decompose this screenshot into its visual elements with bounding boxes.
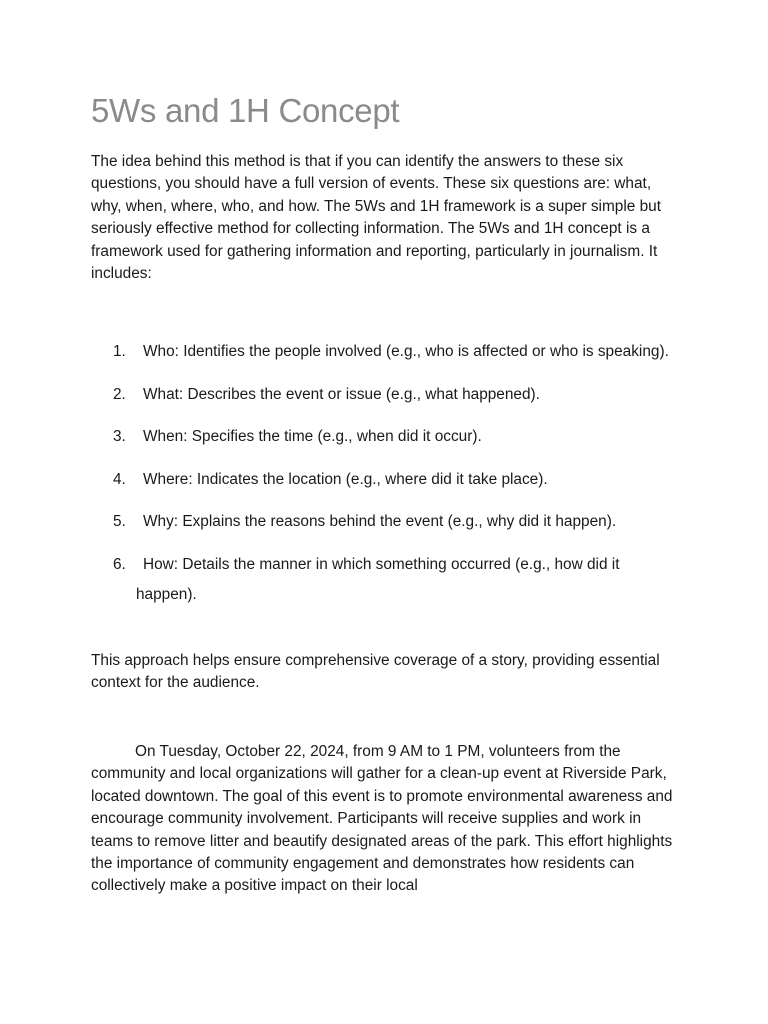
list-item bbox=[91, 380, 681, 410]
list-item-text: When: Specifies the time (e.g., when did it occur). bbox=[143, 428, 482, 445]
page-title: 5Ws and 1H Concept bbox=[91, 92, 400, 129]
approach-paragraph: This approach helps ensure comprehensive coverage of a story, providing essential context for the audience. bbox=[91, 652, 660, 692]
list-item-number: 4. bbox=[113, 470, 126, 488]
list-item-number: 2. bbox=[113, 385, 126, 403]
list-item-number: 5. bbox=[113, 513, 126, 530]
list-item bbox=[91, 507, 681, 537]
list-item bbox=[91, 465, 681, 495]
list-item bbox=[91, 337, 681, 367]
list-item-text: How: Details the manner in which something occurred (e.g., how did it happen). bbox=[136, 555, 620, 603]
numbered-list bbox=[91, 337, 681, 622]
list-item-number: 3. bbox=[113, 428, 126, 445]
event-paragraph: On Tuesday, October 22, 2024, from 9 AM to 1 PM, volunteers from the community and local organizations will gather for a clean-up event at Riverside Park, located downtown. The goal of this event is to promote environmental awareness and encourage community involvement. Participants will receive supplies and work in teams to remove litter and beautify designated areas of the park. This effort highlights the importance of community engagement and demonstrates how residents can collectively make a positive impact on their local bbox=[91, 743, 673, 895]
list-item bbox=[91, 422, 681, 452]
list-item-number: 6. bbox=[113, 555, 126, 573]
list-item-text: What: Describes the event or issue (e.g., what happened). bbox=[143, 385, 540, 403]
list-item bbox=[91, 550, 681, 610]
list-item-number: 1. bbox=[113, 343, 126, 360]
list-item-text: Why: Explains the reasons behind the event (e.g., why did it happen). bbox=[143, 513, 617, 530]
list-item-text: Who: Identifies the people involved (e.g., who is affected or who is speaking). bbox=[143, 343, 669, 360]
intro-paragraph: The idea behind this method is that if you can identify the answers to these six questions, you should have a full version of events. These six questions are: what, why, when, where, who, and how. The 5Ws and 1H framework is a super simple but seriously effective method for collecting information. The 5Ws and 1H concept is a framework used for gathering information and reporting, particularly in journalism. It includes: bbox=[91, 153, 662, 283]
list-item-text: Where: Indicates the location (e.g., where did it take place). bbox=[143, 470, 548, 488]
